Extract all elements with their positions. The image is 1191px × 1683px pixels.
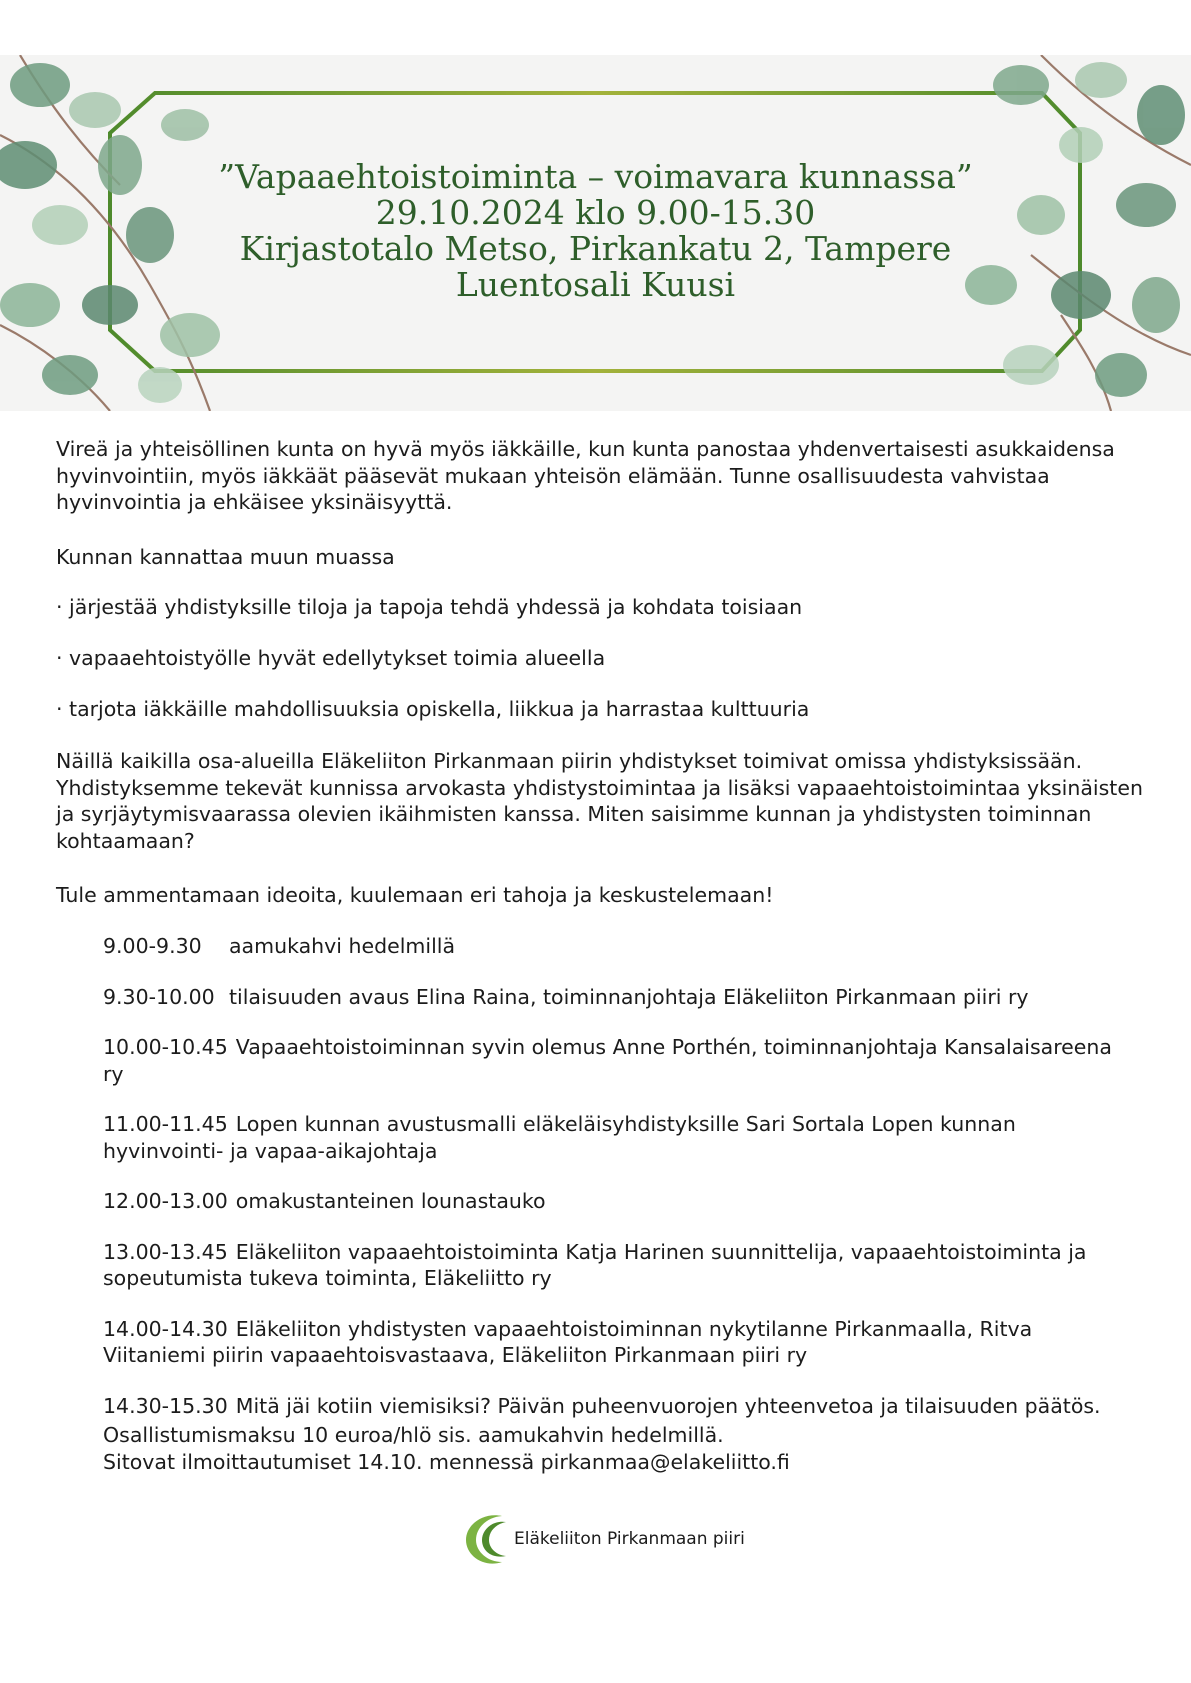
program-description: omakustanteinen lounastauko [235, 1189, 546, 1213]
program-time: 13.00-13.45 [103, 1239, 228, 1264]
list-item: · tarjota iäkkäille mahdollisuuksia opiskella, liikkua ja harrastaa kulttuuria [56, 697, 810, 721]
program-schedule [103, 933, 1133, 1443]
event-room: Luentosali Kuusi [455, 265, 736, 304]
program-description: Vapaaehtoistoiminnan syvin olemus Anne Porthén, toiminnanjohtaja Kansalaisareena ry [103, 1035, 1112, 1086]
invitation-line: Tule ammentamaan ideoita, kuulemaan eri tahoja ja keskustelemaan! [56, 883, 774, 907]
program-item [103, 1239, 1133, 1292]
logo-text: Eläkeliiton Pirkanmaan piiri [514, 1529, 745, 1549]
body-paragraph: Näillä kaikilla osa-alueilla Eläkeliiton Pirkanmaan piirin yhdistykset toimivat omissa yhdistyksissään. Yhdistyksemme tekevät kunnissa arvokasta yhdistystoimintaa ja lisäksi vapaaehtoistoimintaa yksinäisten ja syrjäytymisvaarassa olevien ikäihmisten kanssa. Miten saisimme kunnan ja yhdistysten toiminnan kohtaamaan? [56, 749, 1143, 853]
program-description: tilaisuuden avaus Elina Raina, toiminnanjohtaja Eläkeliiton Pirkanmaan piiri ry [229, 984, 1029, 1009]
program-item [103, 1111, 1133, 1164]
event-title: ”Vapaaehtoistoiminta – voimavara kunnassa” [218, 157, 973, 196]
program-description: aamukahvi hedelmillä [229, 934, 456, 958]
program-item [103, 1188, 1133, 1215]
program-time: 14.00-14.30 [103, 1316, 228, 1341]
event-venue: Kirjastotalo Metso, Pirkankatu 2, Tampere [239, 229, 952, 268]
registration-text: Sitovat ilmoittautumiset 14.10. mennessä pirkanmaa@elakeliitto.fi [103, 1449, 790, 1474]
event-title-block [200, 159, 991, 303]
program-item [103, 1393, 1133, 1420]
program-time: 9.00-9.30 [103, 934, 202, 958]
fee-text: Osallistumismaksu 10 euroa/hlö sis. aamukahvin hedelmillä. [103, 1423, 724, 1447]
program-description: Mitä jäi kotiin viemisiksi? Päivän puheenvuorojen yhteenvetoa ja tilaisuuden päätös. [235, 1393, 1101, 1418]
program-time: 14.30-15.30 [103, 1393, 228, 1418]
program-time: 9.30-10.00 [103, 984, 215, 1009]
program-item [103, 933, 1133, 960]
program-item [103, 1034, 1133, 1087]
program-time: 12.00-13.00 [103, 1189, 228, 1213]
header-banner [0, 55, 1191, 411]
intro-paragraph: Vireä ja yhteisöllinen kunta on hyvä myös iäkkäille, kun kunta panostaa yhdenvertaisesti asukkaidensa hyvinvointiin, myös iäkkäät pääsevät mukaan yhteisön elämään. Tunne osallisuudesta vahvistaa hyvinvointia ja ehkäisee yksinäisyyttä. [56, 437, 1115, 514]
program-time: 11.00-11.45 [103, 1112, 228, 1136]
program-description: Lopen kunnan avustusmalli eläkeläisyhdistyksille Sari Sortala Lopen kunnan hyvinvointi- ja vapaa-aikajohtaja [103, 1112, 1016, 1163]
program-description: Eläkeliiton yhdistysten vapaaehtoistoiminnan nykytilanne Pirkanmaalla, Ritva Viitaniemi piirin vapaaehtoisvastaava, Eläkeliiton Pirkanmaan piiri ry [103, 1316, 1033, 1367]
list-item: · vapaaehtoistyölle hyvät edellytykset toimia alueella [56, 646, 606, 670]
crescent-logo-icon [462, 1510, 508, 1568]
program-time: 10.00-10.45 [103, 1035, 228, 1059]
program-item [103, 1316, 1133, 1369]
program-description: Eläkeliiton vapaaehtoistoiminta Katja Harinen suunnittelija, vapaaehtoistoiminta ja sopeutumista tukeva toiminta, Eläkeliitto ry [103, 1239, 1087, 1290]
program-item [103, 984, 1133, 1011]
list-lead: Kunnan kannattaa muun muassa [56, 545, 395, 569]
list-item: · järjestää yhdistyksille tiloja ja tapoja tehdä yhdessä ja kohdata toisiaan [56, 595, 803, 619]
organization-logo [462, 1510, 745, 1568]
registration-info [103, 1422, 790, 1475]
recommendation-list [56, 594, 809, 747]
event-date: 29.10.2024 klo 9.00-15.30 [375, 193, 816, 232]
